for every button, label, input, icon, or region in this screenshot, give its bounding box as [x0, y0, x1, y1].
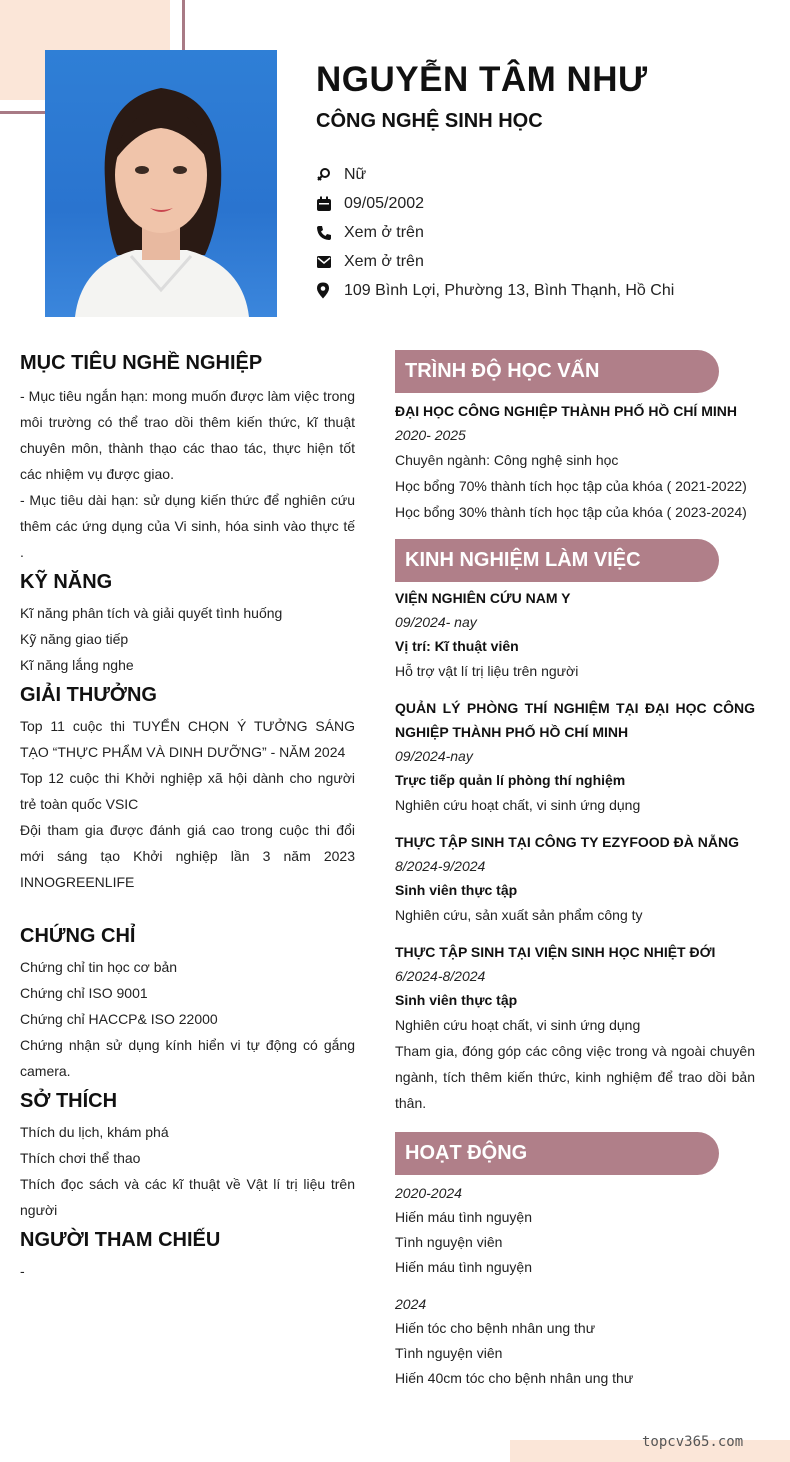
reference-item: - — [20, 1263, 25, 1279]
experience-item — [395, 696, 755, 818]
hobby-item: Thích đọc sách và các kĩ thuật về Vật lí trị liệu trên người — [20, 1176, 355, 1218]
phone-value[interactable]: Xem ở trên — [344, 223, 424, 241]
gender-icon — [316, 166, 344, 184]
skill-item: Kỹ năng giao tiếp — [20, 631, 129, 647]
phone-icon — [316, 224, 344, 242]
objective-line: - Mục tiêu dài hạn: sử dụng kiến thức để nghiên cứu thêm các ứng dụng của Vi sinh, hóa sinh vào thực tế . — [20, 492, 355, 560]
contact-info — [316, 160, 776, 305]
experience-company: THỰC TẬP SINH TẠI CÔNG TY EZYFOOD ĐÀ NẴNG — [395, 834, 739, 850]
experience-line: Nghiên cứu hoạt chất, vi sinh ứng dụng — [395, 797, 641, 813]
education-item — [395, 399, 755, 525]
award-item: Top 12 cuộc thi Khởi nghiệp xã hội dành cho người trẻ toàn quốc VSIC — [20, 770, 355, 812]
experience-item — [395, 940, 755, 1116]
experience-date: 09/2024- nay — [395, 614, 477, 630]
experience-company: QUẢN LÝ PHÒNG THÍ NGHIỆM TẠI ĐẠI HỌC CÔNG NGHIỆP THÀNH PHỐ HỒ CHÍ MINH — [395, 700, 755, 740]
activity-line: Hiến tóc cho bệnh nhân ung thư — [395, 1320, 596, 1336]
left-column — [20, 352, 355, 1284]
education-line: Học bổng 30% thành tích học tập của khóa ( 2023-2024) — [395, 504, 747, 520]
education-line: Học bổng 70% thành tích học tập của khóa ( 2021-2022) — [395, 478, 747, 494]
skills-title: KỸ NĂNG — [20, 571, 113, 593]
experience-company: THỰC TẬP SINH TẠI VIỆN SINH HỌC NHIỆT ĐỚI — [395, 944, 716, 960]
skill-item: Kĩ năng phân tích và giải quyết tình huống — [20, 605, 283, 621]
experience-item — [395, 830, 755, 928]
references-title: NGƯỜI THAM CHIẾU — [20, 1229, 221, 1251]
experience-line: Hỗ trợ vật lí trị liệu trên người — [395, 663, 579, 679]
activity-item — [395, 1181, 755, 1280]
contact-birthday — [316, 189, 776, 218]
experience-role: Sinh viên thực tập — [395, 992, 518, 1008]
address-value: 109 Bình Lợi, Phường 13, Bình Thạnh, Hồ Chi — [344, 281, 675, 299]
activity-line: Hiến máu tình nguyện — [395, 1209, 532, 1225]
experience-company: VIỆN NGHIÊN CỨU NAM Y — [395, 590, 571, 606]
experience-title: KINH NGHIỆM LÀM VIỆC — [395, 539, 719, 582]
activity-date: 2020-2024 — [395, 1185, 462, 1201]
certificate-item: Chứng nhận sử dụng kính hiển vi tự động có gắng camera. — [20, 1037, 355, 1079]
portrait-illustration — [45, 50, 277, 317]
objective-title: MỤC TIÊU NGHỀ NGHIỆP — [20, 352, 263, 374]
gender-value: Nữ — [344, 165, 367, 183]
activities-title: HOẠT ĐỘNG — [395, 1132, 719, 1175]
profile-photo — [45, 50, 277, 317]
calendar-icon — [316, 195, 344, 213]
experience-date: 09/2024-nay — [395, 748, 473, 764]
certificate-item: Chứng chỉ HACCP& ISO 22000 — [20, 1011, 218, 1027]
contact-gender — [316, 160, 776, 189]
experience-line: Tham gia, đóng góp các công việc trong và ngoài chuyên ngành, tích thêm kiến thức, kinh nghiệm để trao dồi bản thân. — [395, 1043, 755, 1111]
activity-line: Tình nguyện viên — [395, 1234, 503, 1250]
activity-line: Tình nguyện viên — [395, 1345, 503, 1361]
email-value[interactable]: Xem ở trên — [344, 252, 424, 270]
email-icon — [316, 253, 344, 271]
experience-role: Sinh viên thực tập — [395, 882, 518, 898]
watermark[interactable]: topcv365.com — [642, 1434, 744, 1450]
education-title: TRÌNH ĐỘ HỌC VẤN — [395, 350, 719, 393]
experience-item — [395, 586, 755, 684]
award-item: Top 11 cuộc thi TUYỂN CHỌN Ý TƯỞNG SÁNG TẠO “THỰC PHẨM VÀ DINH DƯỠNG” - NĂM 2024 — [20, 718, 355, 760]
award-item: Đội tham gia được đánh giá cao trong cuộc thi đổi mới sáng tạo Khởi nghiệp lần 3 năm 2023 INNOGREENLIFE — [20, 822, 355, 890]
education-line: Chuyên ngành: Công nghệ sinh học — [395, 452, 619, 468]
contact-phone — [316, 218, 776, 247]
experience-role: Trực tiếp quản lí phòng thí nghiệm — [395, 772, 626, 788]
experience-role: Vị trí: Kĩ thuật viên — [395, 638, 519, 654]
certificates-title: CHỨNG CHỈ — [20, 925, 136, 947]
contact-email — [316, 247, 776, 276]
experience-date: 8/2024-9/2024 — [395, 858, 486, 874]
objective-line: - Mục tiêu ngắn hạn: mong muốn được làm việc trong môi trường có thể trao dồi thêm kiến thức, kĩ thuật chuyên môn, thành thạo các thao tác, thực hiện tốt các nhiệm vụ được giao. — [20, 388, 355, 482]
contact-address — [316, 276, 776, 305]
hobby-item: Thích chơi thể thao — [20, 1150, 141, 1166]
candidate-name: NGUYỄN TÂM NHƯ — [316, 60, 648, 99]
candidate-position: CÔNG NGHỆ SINH HỌC — [316, 110, 543, 132]
right-column — [395, 350, 755, 1391]
experience-date: 6/2024-8/2024 — [395, 968, 486, 984]
skill-item: Kĩ năng lắng nghe — [20, 657, 134, 673]
hobby-item: Thích du lịch, khám phá — [20, 1124, 169, 1140]
activity-line: Hiến máu tình nguyện — [395, 1259, 532, 1275]
hobbies-title: SỞ THÍCH — [20, 1090, 118, 1112]
experience-line: Nghiên cứu hoạt chất, vi sinh ứng dụng — [395, 1017, 641, 1033]
birthday-value: 09/05/2002 — [344, 194, 425, 212]
certificate-item: Chứng chỉ ISO 9001 — [20, 985, 148, 1001]
experience-line: Nghiên cứu, sản xuất sản phẩm công ty — [395, 907, 643, 923]
school-name: ĐẠI HỌC CÔNG NGHIỆP THÀNH PHỐ HỒ CHÍ MINH — [395, 403, 737, 419]
activity-date: 2024 — [395, 1296, 427, 1312]
activity-item — [395, 1292, 755, 1391]
education-date: 2020- 2025 — [395, 427, 466, 443]
awards-title: GIẢI THƯỞNG — [20, 684, 157, 706]
location-icon — [316, 282, 344, 300]
certificate-item: Chứng chỉ tin học cơ bản — [20, 959, 178, 975]
activity-line: Hiến 40cm tóc cho bệnh nhân ung thư — [395, 1370, 634, 1386]
